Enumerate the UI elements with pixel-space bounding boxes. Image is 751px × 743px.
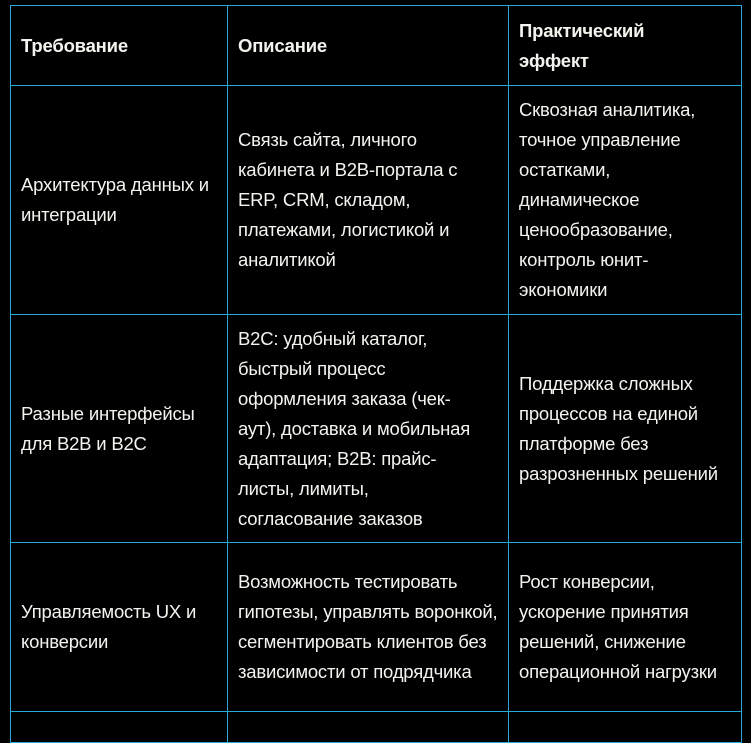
- cell-effect: [509, 712, 742, 743]
- requirements-table: [10, 5, 742, 743]
- cell-requirement: Управляемость UX и конверсии: [11, 543, 228, 712]
- cell-effect: Поддержка сложных процессов на единой платформе без разрозненных решений: [509, 315, 742, 543]
- header-effect: Практический эффект: [509, 6, 742, 86]
- cell-description: B2C: удобный каталог, быстрый процесс оформления заказа (чек-аут), доставка и мобильная адаптация; B2B: прайс-листы, лимиты, согласование заказов: [228, 315, 509, 543]
- cell-description: [228, 712, 509, 743]
- header-requirement: Требование: [11, 6, 228, 86]
- table-row: [11, 315, 742, 543]
- table-row: [11, 86, 742, 315]
- header-description: Описание: [228, 6, 509, 86]
- table-header-row: [11, 6, 742, 86]
- cell-requirement: Архитектура данных и интеграции: [11, 86, 228, 315]
- table-row: [11, 543, 742, 712]
- cell-requirement: [11, 712, 228, 743]
- cell-description: Связь сайта, личного кабинета и B2B-портала с ERP, CRM, складом, платежами, логистикой и аналитикой: [228, 86, 509, 315]
- requirements-table-container: [10, 5, 742, 743]
- cell-requirement: Разные интерфейсы для B2B и B2C: [11, 315, 228, 543]
- cell-effect: Сквозная аналитика, точное управление остатками, динамическое ценообразование, контроль юнит-экономики: [509, 86, 742, 315]
- cell-effect: Рост конверсии, ускорение принятия решений, снижение операционной нагрузки: [509, 543, 742, 712]
- table-row: [11, 712, 742, 743]
- cell-description: Возможность тестировать гипотезы, управлять воронкой, сегментировать клиентов без зависимости от подрядчика: [228, 543, 509, 712]
